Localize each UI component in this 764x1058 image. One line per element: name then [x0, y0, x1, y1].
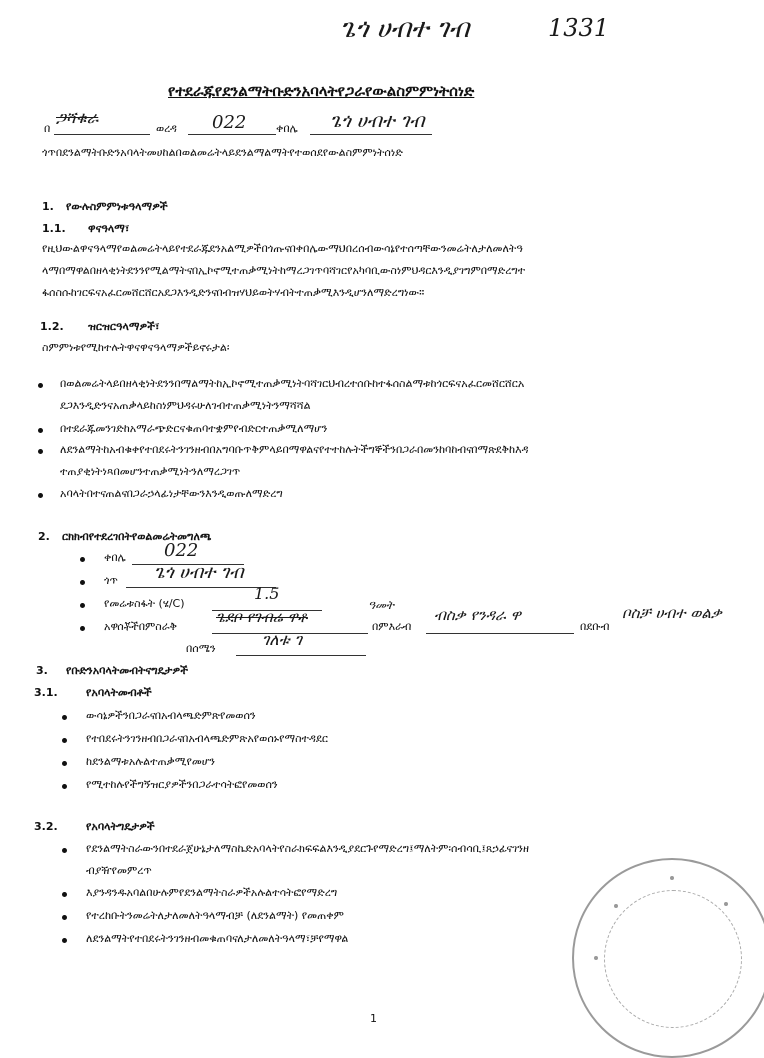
handwritten-border-extra: ዓመት: [368, 598, 395, 612]
duty-item: ለደንልማትየተበደሩትንገንዘብመቁጠባናለታለመለትዓላማ፣ቻየማዋል: [86, 932, 349, 945]
bullet-dot: [38, 383, 43, 388]
purpose-paragraph-line-3: ፋሰስሱከገርፍናአፈርመሸርሸርአደጋእንዲድንናበብዝሃህይወትሃብትተጠቃሚእንዲሆንለማድረግነው።: [42, 286, 425, 299]
field-west-label: በደቡብ: [580, 620, 610, 633]
handwritten-top-number: 1331: [548, 14, 610, 42]
subsection-3-1-heading: የአባላትመብቶች: [86, 686, 152, 699]
handwritten-goth-value: ጌጎ ሀብተ ገብ: [330, 110, 425, 132]
field-goth-label: ጎጥ: [104, 574, 118, 587]
subsection-3-1-number: 3.1.: [34, 686, 58, 699]
handwritten-top-name: ጌጎ ሀብተ ገብ: [340, 14, 470, 44]
field-area-label: የመሬቱስፋት (ሄ/C): [104, 597, 185, 610]
stamp-mark: [594, 956, 598, 960]
bullet-dot: [62, 938, 67, 943]
handwritten-kebele-name: ጋሻቁራ: [56, 108, 99, 127]
bullet-dot: [80, 626, 85, 631]
handwritten-border-north: ብስቃ የንዳራ ዋ: [434, 606, 521, 624]
bullet-dot: [80, 557, 85, 562]
objective-item-cont: ተጠያቂነትነጻበመሆንተጠቃሚነትንለማረጋገጥ: [60, 465, 241, 478]
bullet-dot: [62, 892, 67, 897]
field-north-underline: [426, 633, 574, 634]
subsection-1-1-number: 1.1.: [42, 222, 66, 235]
page-number: 1: [370, 1012, 377, 1025]
duty-item: የተረከቡትንመሬትለታለመለትዓላማብቻ (ለደንልማት) የመጠቀም: [86, 909, 344, 922]
bullet-dot: [62, 784, 67, 789]
handwritten-field-kebele: 022: [164, 540, 199, 561]
purpose-paragraph-line-1: የዚህውልዋናዓላማየወልመሬትላይየተደራጁደንአልሚዎችበጎጡናበቀበሌውማህበረሰብውሳኔየተሰጣቸውንመሬትለታለመለትዓ: [42, 242, 523, 255]
stamp-inner-ring: [604, 890, 742, 1028]
kebele-label: ቀበሌ: [276, 122, 298, 135]
wereda-underline: [188, 134, 276, 135]
objective-item: አባላትበተናጠልናበጋራኃላፊነታቸውንእንዲወጡለማድረግ: [60, 487, 283, 500]
stamp-mark: [614, 904, 618, 908]
section1-number: 1.: [42, 200, 54, 213]
objectives-intro: ስምምነቱየሚከተሉትዋናዋናዓላማዎችይኖሩታል፡: [42, 341, 230, 354]
subsection-3-2-number: 3.2.: [34, 820, 58, 833]
duty-item: እያንዳንዱአባልበሁሉምየደንልማትስራዎችአሉልተሳትፎየማድረግ: [86, 886, 338, 899]
handwritten-wereda-value: 022: [212, 112, 247, 133]
bullet-dot: [80, 603, 85, 608]
kebele-underline: [54, 134, 150, 135]
bullet-dot: [62, 761, 67, 766]
field-borders-label: አዋሰቾችበምስራቅ: [104, 620, 178, 633]
field-south-underline: [236, 655, 366, 656]
purpose-paragraph-line-2: ላማበማዋልበዘላቂነትደንንየሚልማትናበኢኮኖሚተጠቃሚነትከማረጋገጥባሻገርየአካባቢውስነምህዳርእንዲያገግምበማድረግተ: [42, 264, 526, 277]
section3-heading: የቡድንአባላትመብትናግዴታዎች: [66, 664, 188, 677]
bullet-dot: [62, 848, 67, 853]
objective-item: በወልመሬትላይበዘላቂነትደንንበማልማትከኢኮኖሚተጠቃሚነትባሻገርህብረተሰቡከተፋሰስልማቱከጎርፍናአፈርመሸርሸርአ: [60, 377, 525, 390]
document-title: የተደራጁየደንልማትቡድንአባላትየጋራየውልስምምነትሰነድ: [168, 82, 475, 100]
right-item: የሚተከሉየችግኝዝርያዎችንበጋራተሳትፎየመወሰን: [86, 778, 278, 791]
field-kebele-label: ቀበሌ: [104, 551, 126, 564]
handwritten-by-signature: ገለቱ ገ: [262, 630, 302, 649]
objective-item: ለደንልማትከአብቁቀየተበደሩትንገንዘብበአግባቡጥቅምላይበማዋልናየተተከሉትችግኞችንበጋራበመንከባከብናበማጽደቅከእዳ: [60, 443, 529, 456]
subsection-1-1-heading: ዋናዓላማ፣: [88, 222, 130, 235]
official-stamp: [572, 858, 764, 1058]
goth-underline: [310, 134, 432, 135]
right-item: ውሳኔዎችንበጋራናበአብላጫድምጽየመወሰን: [86, 709, 256, 722]
section2-heading: ርክክብየተደረገበትየወልመሬትመግለጫ: [62, 530, 212, 543]
handwritten-field-goth: ጌጎ ሀብተ ገብ: [154, 562, 244, 583]
kebele-prefix: በ: [44, 122, 51, 135]
bullet-dot: [80, 580, 85, 585]
wereda-label: ወረዳ: [156, 122, 177, 135]
objective-item-cont: ደጋእንዲድንናአጠቃላይከስነምህዳሩሁለገብተጠቃሚነትንማሻሻል: [60, 399, 311, 412]
handwritten-field-area: 1.5: [254, 584, 280, 603]
bullet-dot: [62, 715, 67, 720]
field-south-label: በሰሜን: [186, 642, 216, 655]
stamp-mark: [724, 902, 728, 906]
subsection-3-2-heading: የአባላትግዴታዎች: [86, 820, 155, 833]
bullet-dot: [38, 493, 43, 498]
bullet-dot: [62, 915, 67, 920]
bullet-dot: [38, 428, 43, 433]
duty-item-cont: ብያዥየመምረጥ: [86, 864, 152, 877]
right-item: ከደንልማቱአሉልተጠቃሚየመሆን: [86, 755, 216, 768]
handwritten-border-east: ጌደቦ የገብሬ ዋቶ: [216, 608, 308, 626]
bullet-dot: [38, 449, 43, 454]
right-item: የተበደሩትንገንዘብበጋራናበአብላጫድምጽአየወሰኑየማስተዳደር: [86, 732, 328, 745]
subsection-1-2-heading: ዝርዝርዓላማዎች፣: [88, 320, 160, 333]
field-north-label: በምእራብ: [372, 620, 412, 633]
section1-heading: የውሉስምምነቱዓላማዎች: [66, 200, 168, 213]
section2-number: 2.: [38, 530, 50, 543]
subsection-1-2-number: 1.2.: [40, 320, 64, 333]
objective-item: በተደራጁመንገድከአማራጭድርናቁጠባተቋምየብድርተጠቃሚለማሆን: [60, 422, 328, 435]
duty-item: የደንልማትስራውንበተደራጀሁኔታለማስኬድአባላትየስራክፍፍልእንዲያደርጉየማድረግ፤ማለትም፡ሰብሳቢ፤ጸኃፊናገንዘ: [86, 842, 529, 855]
section3-number: 3.: [36, 664, 48, 677]
bullet-dot: [62, 738, 67, 743]
intro-line: ጎጥበደንልማትቡድንአባላትመሀከልበወልመሬትላይደንልማልማትየተወሰደየውልስምምነትሰነድ: [42, 146, 403, 159]
stamp-mark: [670, 876, 674, 880]
handwritten-border-west: ቦስቻ ሀብተ ወልቃ: [622, 604, 722, 622]
